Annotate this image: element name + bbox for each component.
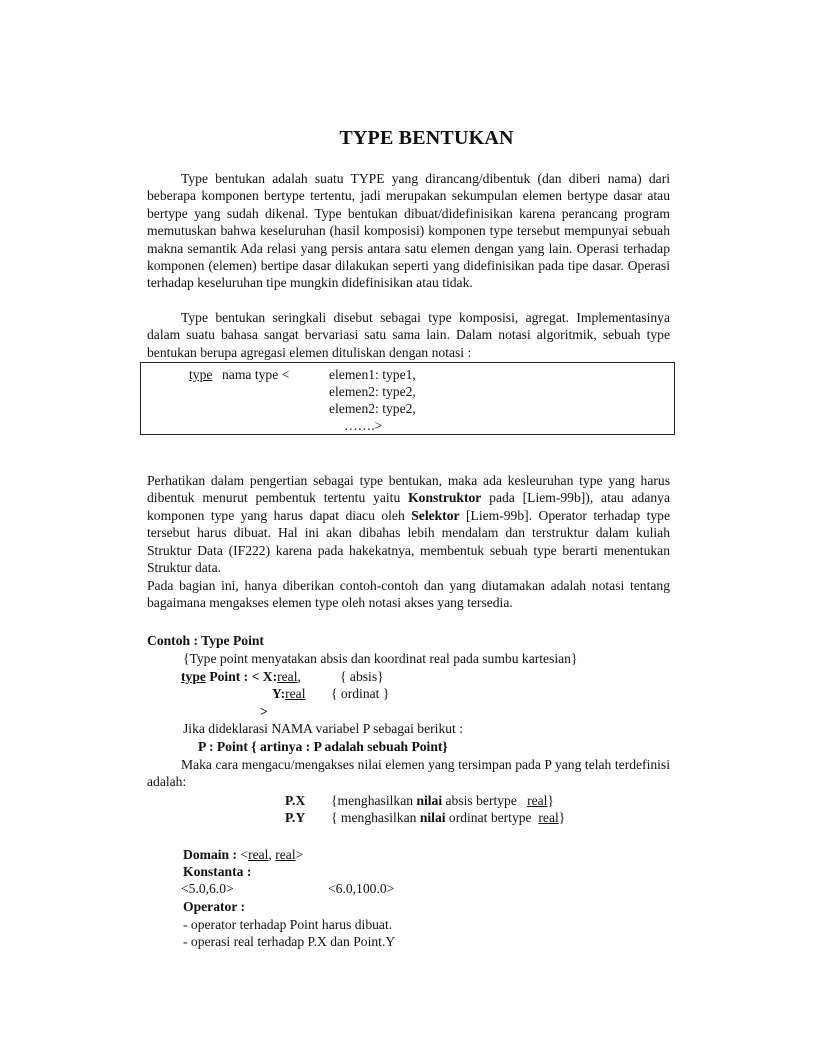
operator-label: Operator : <box>183 899 246 914</box>
domain-line: Domain : <real, real> <box>183 847 304 862</box>
konstanta-value-1: <5.0,6.0> <box>181 881 234 896</box>
example-heading: Contoh : Type Point <box>147 633 264 648</box>
type-keyword: type <box>189 367 213 382</box>
y-field-line: Y:real <box>272 686 306 701</box>
konstanta-label: Konstanta : <box>183 864 252 879</box>
element-line: elemen2: type2, <box>329 401 416 416</box>
section2-paragraph-2: Pada bagian ini, hanya diberikan contoh-contoh dan yang diutamakan adalah notasi tentang bagaimana mengakses elemen type oleh notasi akses yang tersedia. <box>147 578 670 611</box>
x-comment: { absis} <box>340 669 384 684</box>
operator-item: - operasi real terhadap P.X dan Point.Y <box>183 934 396 949</box>
py-label: P.Y <box>285 810 306 825</box>
selektor-term: Selektor <box>411 507 460 523</box>
px-description: {menghasilkan nilai absis bertype real} <box>331 793 554 808</box>
declare-code: P : Point { artinya : P adalah sebuah Point} <box>198 739 448 754</box>
page-title: TYPE BENTUKAN <box>339 127 514 149</box>
y-comment: { ordinat } <box>331 686 390 701</box>
access-text: Maka cara mengacu/mengakses nilai elemen yang tersimpan pada P yang telah terdefinisi adalah: <box>147 757 670 790</box>
element-line: elemen1: type1, <box>329 367 416 382</box>
px-label: P.X <box>285 793 306 808</box>
declare-text: Jika dideklarasi NAMA variabel P sebagai berikut : <box>183 721 463 736</box>
example-comment: {Type point menyatakan absis dan koordinat real pada sumbu kartesian} <box>183 651 578 666</box>
type-declaration: nama type < <box>222 367 290 382</box>
section2-paragraph-1: Perhatikan dalam pengertian sebagai type bentukan, maka ada kesleuruhan type yang harus dibentuk menurut pembentuk tertentu yaitu Konstruktor pada [Liem-99b]), atau adanya komponen type yang harus dapat diacu oleh Selektor [Liem-99b]. Operator terhadap type tersebut harus dibuat. Hal ini akan dibahas lebih mendalam dan terstruktur dalam kuliah Struktur Data (IF222) karena pada hakekatnya, membentuk sebuah type berarti menentukan Struktur data. <box>147 473 670 576</box>
notation-box <box>140 362 675 435</box>
element-line: …….> <box>344 418 383 433</box>
operator-item: - operator terhadap Point harus dibuat. <box>183 917 393 932</box>
element-line: elemen2: type2, <box>329 384 416 399</box>
type-keyword: type <box>181 669 206 684</box>
intro-paragraph-1: Type bentukan adalah suatu TYPE yang dirancang/dibentuk (dan diberi nama) dari beberapa komponen bertype tertentu, jadi merupakan sekumpulan elemen bertype dasar atau bertype yang sudah dikenal. Type bentukan dibuat/didefinisikan karena perancang program memutuskan bahwa keseluruhan (hasil komposisi) komponen type tersebut mempunyai sebuah makna semantik Ada relasi yang persis antara satu elemen dengan yang lain. Operasi terhadap komponen (elemen) bertipe dasar dilakukan seperti yang didefinisikan pada tipe dasar. Operasi terhadap keseluruhan tipe mungkin didefinisikan atau tidak. <box>147 171 670 291</box>
intro-paragraph-2: Type bentukan seringkali disebut sebagai type komposisi, agregat. Implementasinya dalam suatu bahasa sangat bervariasi satu sama lain. Dalam notasi algoritmik, sebuah type bentukan berupa agregasi elemen dituliskan dengan notasi : <box>147 310 670 360</box>
point-type-line: type Point : < X:real, <box>181 669 301 684</box>
py-description: { menghasilkan nilai ordinat bertype real} <box>331 810 566 825</box>
type-close: > <box>260 704 268 719</box>
konstruktor-term: Konstruktor <box>408 490 482 506</box>
konstanta-value-2: <6.0,100.0> <box>328 881 395 896</box>
